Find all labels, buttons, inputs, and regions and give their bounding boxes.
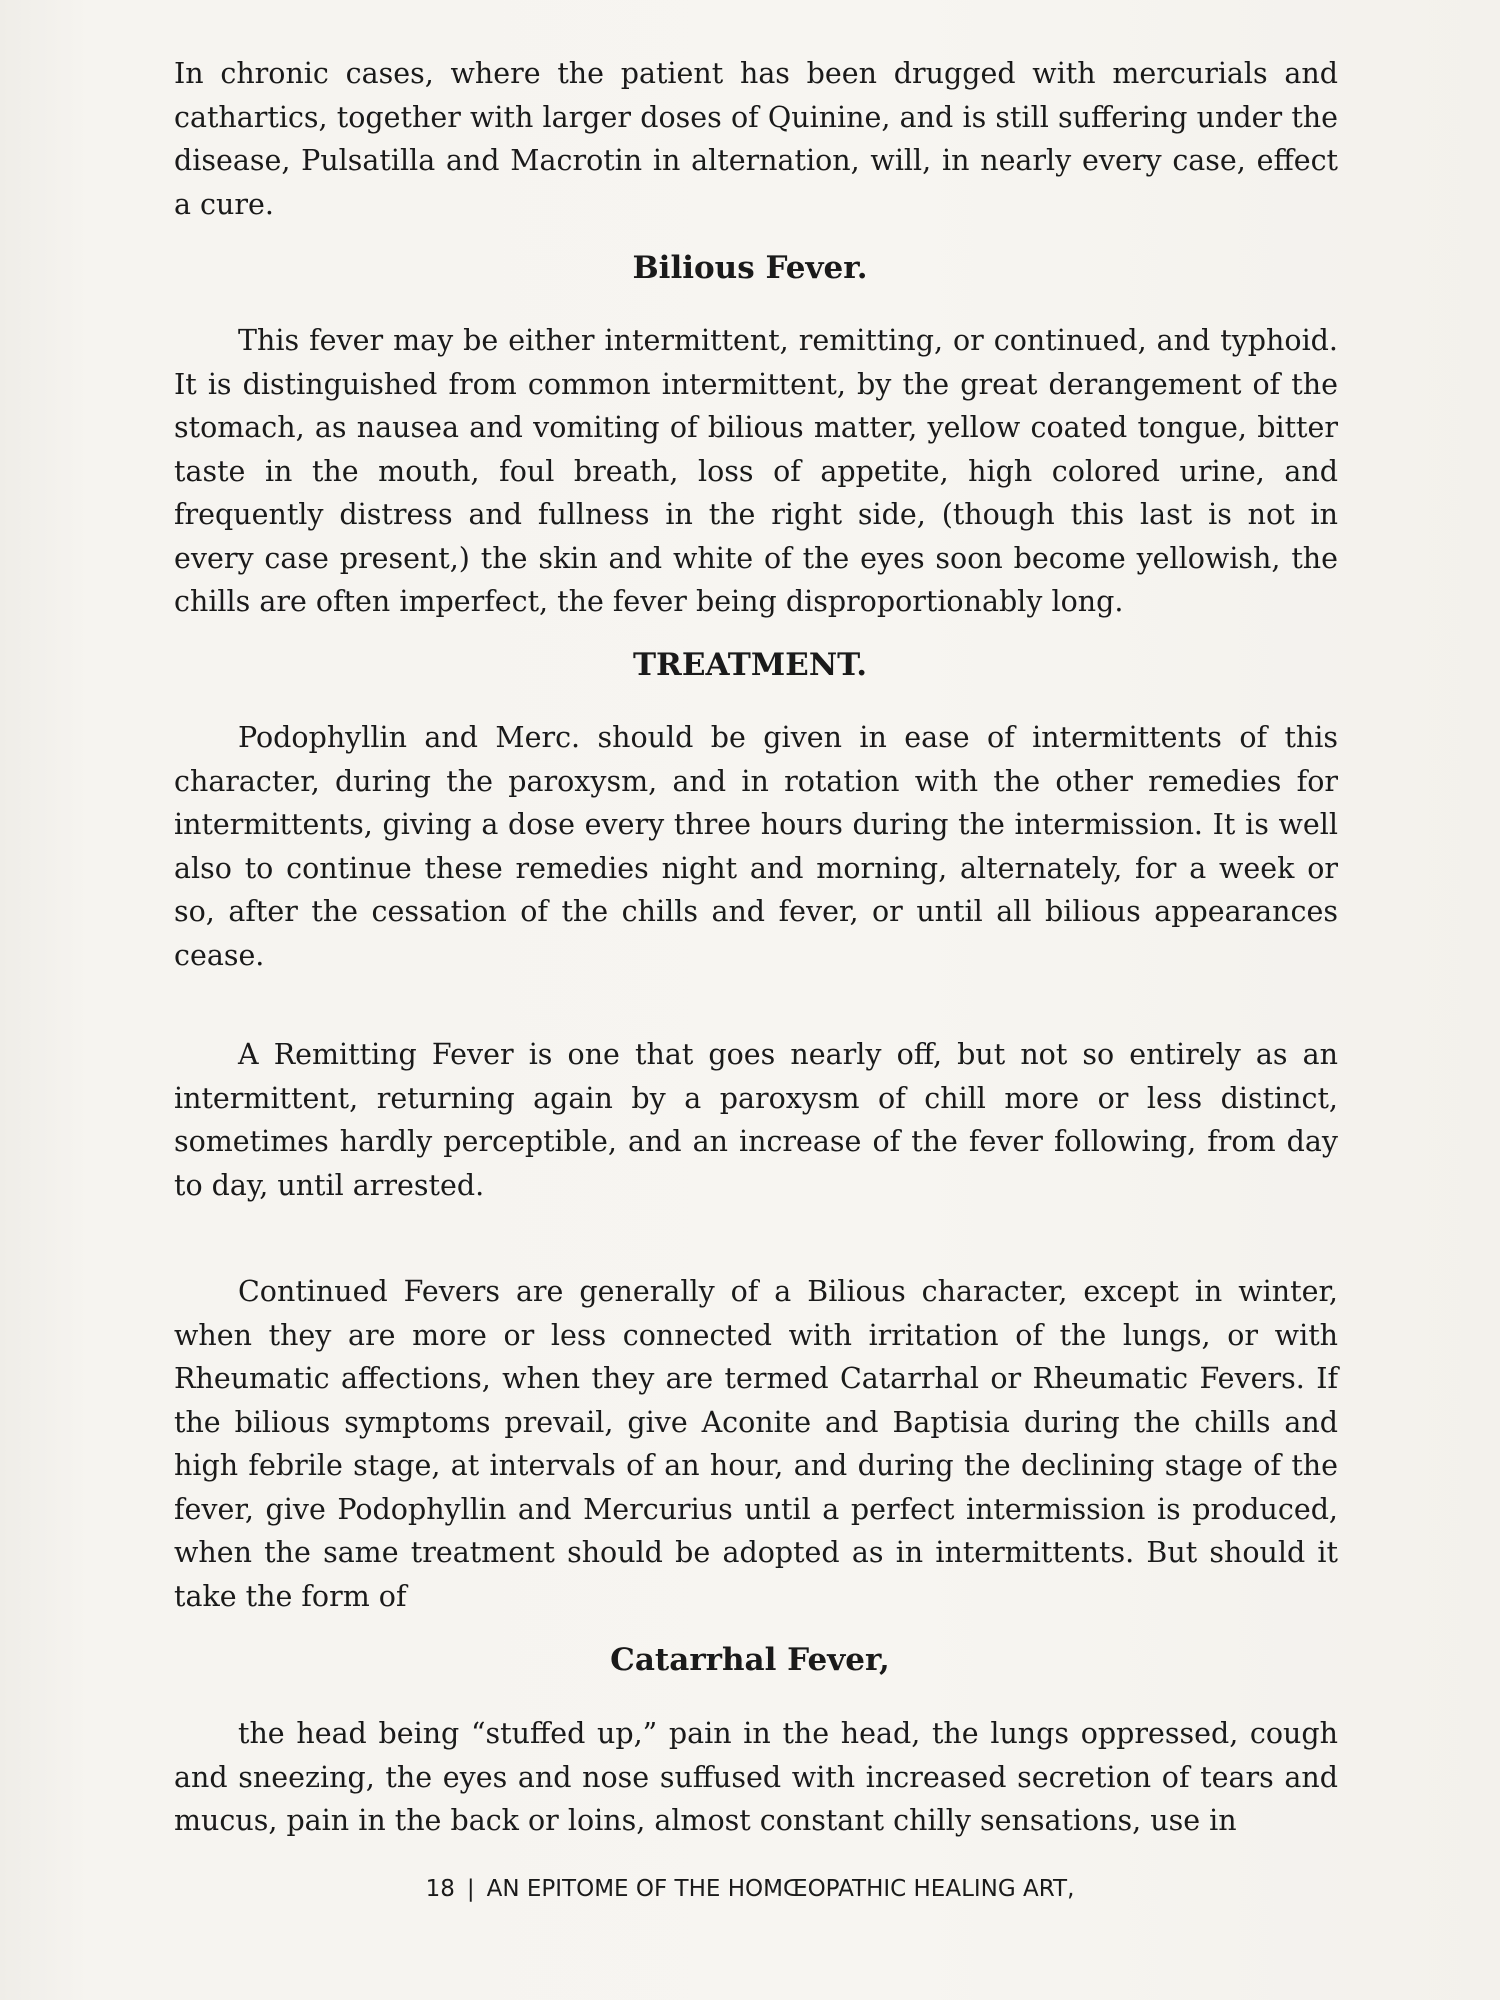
heading-catarrhal-fever: Catarrhal Fever, [610, 1642, 890, 1678]
paragraph-remitting-fever: A Remitting Fever is one that goes nearly off, but not so entirely as an intermittent, returning again by a paroxysm of chill more or less distinct, sometimes hardly perceptible, and an increase of the fever following, from day to day, until arrested. [174, 1038, 1338, 1202]
paragraph-catarrhal-description: the head being “stuffed up,” pain in the head, the lungs oppressed, cough and sneezing, the eyes and nose suffused with increased secretion of tears and mucus, pain in the back or loins, almost constant chilly sensations, use in [174, 1717, 1338, 1837]
page-number: 18 [425, 1876, 455, 1902]
paragraph-bilious-description: This fever may be either intermittent, remitting, or continued, and typhoid. It is distinguished from common intermittent, by the great derangement of the stomach, as nausea and vomiting of bilious matter, yellow coated tongue, bitter taste in the mouth, foul breath, loss of appetite, high colored urine, and frequently distress and fullness in the right side, (though this last is not in every case present,) the skin and white of the eyes soon become yellowish, the chills are often imperfect, the fever being disproportionably long. [174, 324, 1338, 618]
page-footer [0, 1876, 1500, 1902]
heading-bilious-fever: Bilious Fever. [632, 250, 868, 286]
paragraph-treatment: Podophyllin and Merc. should be given in ease of intermittents of this character, during the paroxysm, and in rotation with the other remedies for intermittents, giving a dose every three hours during the intermission. It is well also to continue these remedies night and morning, alternately, for a week or so, after the cessation of the chills and fever, or until all bilious appearances cease. [174, 721, 1338, 972]
footer-separator: | [466, 1876, 475, 1902]
running-title: AN EPITOME OF THE HOMŒOPATHIC HEALING ART, [486, 1876, 1075, 1902]
paragraph-chronic-cases: In chronic cases, where the patient has been drugged with mercurials and cathartics, together with larger doses of Quinine, and is still suffering under the disease, Pulsatilla and Macrotin in alternation, will, in nearly every case, effect a cure. [174, 57, 1338, 221]
paragraph-continued-fevers: Continued Fevers are generally of a Bilious character, except in winter, when they are more or less connected with irritation of the lungs, or with Rheumatic affections, when they are termed Catarrhal or Rheumatic Fevers. If the bilious symptoms prevail, give Aconite and Baptisia during the chills and high febrile stage, at intervals of an hour, and during the declining stage of the fever, give Podophyllin and Mercurius until a perfect intermission is produced, when the same treatment should be adopted as in intermittents. But should it take the form of [174, 1275, 1338, 1613]
heading-treatment: TREATMENT. [632, 647, 868, 683]
